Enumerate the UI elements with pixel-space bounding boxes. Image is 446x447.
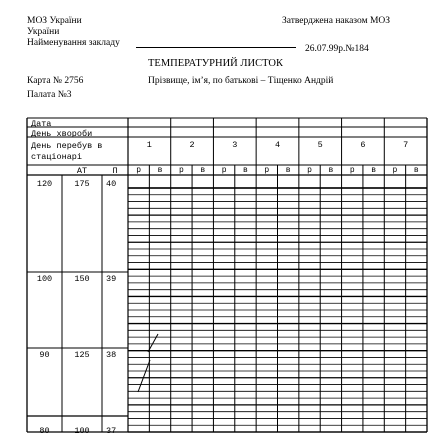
- scale-ad-value: 80: [39, 426, 50, 436]
- scale-p-value: 125: [74, 350, 90, 360]
- day-number: 1: [146, 140, 152, 150]
- ward-number: Палата №3: [27, 90, 72, 100]
- ministry-line-2: України: [27, 27, 60, 37]
- scale-p-value: 100: [74, 426, 90, 436]
- half-label: в: [243, 166, 248, 175]
- ministry-line-1: МОЗ України: [27, 16, 82, 26]
- day-number: 4: [274, 140, 281, 150]
- scale-p-value: 175: [74, 179, 90, 189]
- day-number: 5: [317, 140, 323, 150]
- row-label-hospital-day-2: стаціонарі: [31, 152, 83, 162]
- half-label: в: [413, 166, 419, 175]
- scale-t-value: 37: [106, 426, 117, 436]
- scale-ad-value: 90: [39, 350, 50, 360]
- half-label: р: [221, 166, 227, 175]
- day-number: 7: [403, 140, 409, 150]
- half-label: в: [200, 166, 206, 175]
- half-label: р: [307, 166, 312, 175]
- half-label: р: [136, 166, 142, 175]
- scale-ad-value: 100: [36, 274, 53, 284]
- row-label-date: Дата: [31, 119, 52, 129]
- document-title: ТЕМПЕРАТУРНИЙ ЛИСТОК: [148, 58, 283, 69]
- row-label-hospital-day: День перебув в: [31, 141, 103, 151]
- half-label: в: [157, 166, 163, 175]
- day-number: 6: [360, 140, 366, 150]
- scale-ad-value: 120: [36, 179, 53, 189]
- half-label: в: [371, 166, 377, 175]
- patient-name: Прізвище, ім’я, по батькові – Тіщенко Андрій: [148, 76, 334, 86]
- day-number: 2: [189, 140, 195, 150]
- scale-t-value: 39: [106, 274, 117, 284]
- half-label: р: [178, 166, 184, 175]
- institution-label: Найменування закладу: [27, 38, 120, 48]
- day-number: 3: [232, 140, 238, 150]
- hand-mark: [138, 360, 150, 392]
- half-label: р: [392, 166, 398, 175]
- scale-t-value: 38: [106, 350, 117, 360]
- half-label: р: [349, 166, 355, 175]
- scale-t-value: 40: [106, 179, 117, 189]
- half-label: в: [328, 166, 334, 175]
- row-label-illness-day: День хвороби: [31, 129, 93, 139]
- half-label: в: [285, 166, 291, 175]
- col-header-ad: АТ: [76, 166, 88, 176]
- half-label: р: [264, 166, 270, 175]
- order-date: 26.07.99р.№184: [305, 44, 369, 54]
- col-header-p: П: [112, 166, 118, 176]
- approved-by-order: Затверджена наказом МОЗ: [282, 16, 391, 26]
- card-number: Карта № 2756: [27, 76, 84, 86]
- scale-p-value: 150: [74, 274, 90, 284]
